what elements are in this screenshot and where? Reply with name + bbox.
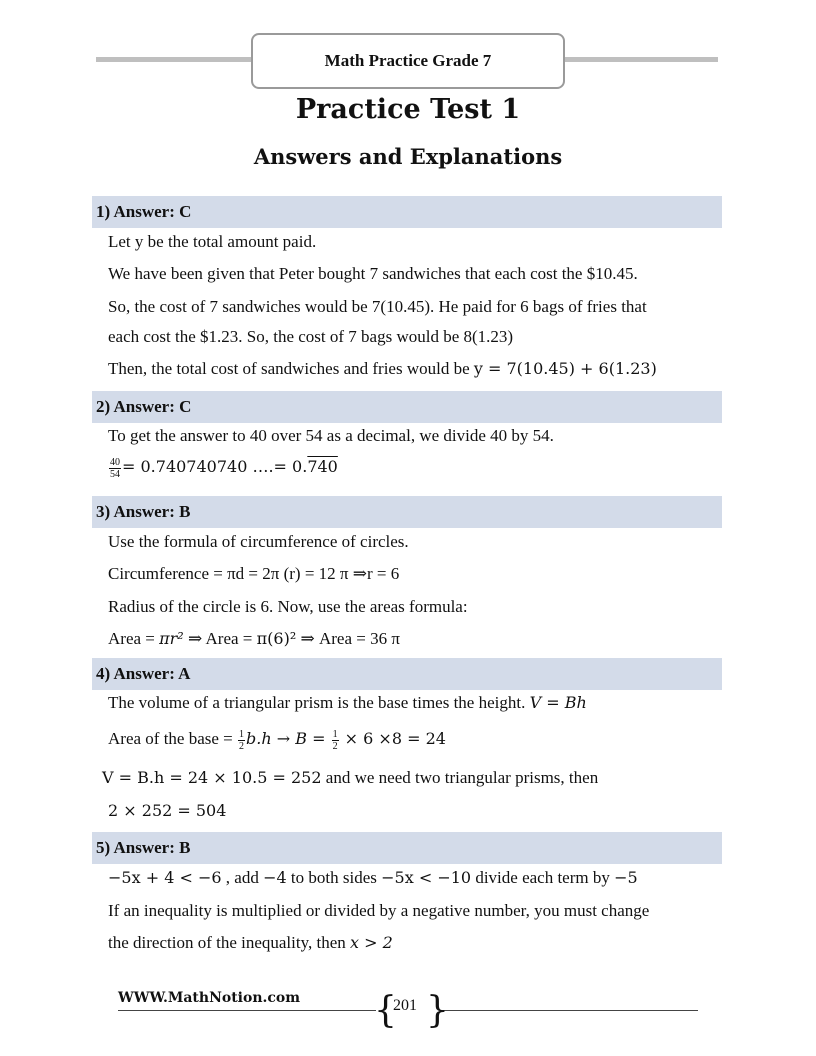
page-number: 201 bbox=[393, 997, 417, 1014]
answer-3-line-4 bbox=[108, 628, 400, 650]
fraction-40-54 bbox=[109, 457, 121, 480]
answer-4-line-1 bbox=[108, 692, 587, 714]
footer-rule-right bbox=[440, 1010, 698, 1011]
fraction-numerator: 40 bbox=[110, 456, 120, 468]
inequality: −5x + 4 < −6 bbox=[108, 868, 222, 887]
answer-5-header: 5) Answer: B bbox=[92, 832, 722, 864]
volume-calculation: V = B.h = 24 × 10.5 = 252 bbox=[102, 768, 322, 787]
answer-5-text-3: divide each term by bbox=[471, 868, 615, 887]
inequality-step: −5x < −10 bbox=[381, 868, 472, 887]
answer-5-line-1 bbox=[108, 867, 638, 889]
answer-5-line-2: If an inequality is multiplied or divided by a negative number, you must change bbox=[108, 901, 650, 920]
answer-5-text-1: , add bbox=[221, 868, 264, 887]
repeating-digits: 740 bbox=[307, 457, 338, 476]
answer-2-line-1: To get the answer to 40 over 54 as a decimal, we divide 40 by 54. bbox=[108, 426, 554, 445]
answer-5-line-3-text: the direction of the inequality, then bbox=[108, 933, 351, 952]
area-label-2: ⇒ Area = bbox=[183, 629, 257, 648]
fraction-denominator: 2 bbox=[332, 740, 338, 752]
fraction-half-2 bbox=[332, 729, 339, 752]
base-area-result: × 6 ×8 = 24 bbox=[339, 729, 446, 748]
website-link[interactable]: WWW.MathNotion.com bbox=[118, 990, 301, 1006]
answer-1-line-5-text: Then, the total cost of sandwiches and fries would be bbox=[108, 359, 474, 378]
answer-3-line-2: Circumference = πd = 2π (r) = 12 π ⇒r = 6 bbox=[108, 564, 400, 583]
answer-5-line-3 bbox=[108, 932, 393, 954]
answer-1-line-3: So, the cost of 7 sandwiches would be 7(10.45). He paid for 6 bags of fries that bbox=[108, 297, 647, 316]
area-substitution: π(6)² bbox=[256, 629, 297, 648]
answer-4-line-4 bbox=[108, 800, 226, 822]
fraction-half-1 bbox=[238, 729, 245, 752]
answer-4-line-3-text: and we need two triangular prisms, then bbox=[321, 768, 599, 787]
answer-1-line-5 bbox=[108, 358, 657, 380]
page-subtitle: Answers and Explanations bbox=[253, 144, 563, 169]
fraction-denominator: 2 bbox=[239, 740, 245, 752]
footer-rule-left bbox=[118, 1010, 376, 1011]
answer-1-line-2: We have been given that Peter bought 7 sandwiches that each cost the $10.45. bbox=[108, 264, 638, 283]
inequality-solution: x > 2 bbox=[350, 933, 393, 952]
answer-3-line-1: Use the formula of circumference of circles. bbox=[108, 532, 409, 551]
right-brace-icon: } bbox=[426, 990, 449, 1031]
answer-1-header: 1) Answer: C bbox=[92, 196, 722, 228]
area-formula: πr² bbox=[159, 629, 184, 648]
answer-4-line-2 bbox=[108, 728, 446, 752]
area-label-1: Area = bbox=[108, 629, 160, 648]
fraction-numerator: 1 bbox=[239, 728, 245, 740]
book-title: Math Practice Grade 7 bbox=[324, 51, 492, 70]
book-title-box bbox=[251, 33, 565, 89]
page-title: Practice Test 1 bbox=[295, 94, 521, 125]
answer-1-line-1: Let y be the total amount paid. bbox=[108, 232, 317, 251]
answer-4-header: 4) Answer: A bbox=[92, 658, 722, 690]
answer-4-line-1-text: The volume of a triangular prism is the base times the height. bbox=[108, 693, 530, 712]
header-rule-right bbox=[561, 57, 718, 62]
answer-1-line-4: each cost the $1.23. So, the cost of 7 bags would be 8(1.23) bbox=[108, 327, 514, 346]
header-rule-left bbox=[96, 57, 252, 62]
fraction-denominator: 54 bbox=[110, 468, 120, 480]
answer-5-value-1: −4 bbox=[263, 868, 287, 887]
base-area-expr: b.h → B = bbox=[246, 729, 331, 748]
answer-4-line-3 bbox=[102, 767, 598, 789]
answer-3-header: 3) Answer: B bbox=[92, 496, 722, 528]
answer-5-text-2: to both sides bbox=[286, 868, 382, 887]
fraction-numerator: 1 bbox=[332, 728, 338, 740]
area-result: ⇒ Area = 36 π bbox=[296, 629, 400, 648]
answer-3-line-3: Radius of the circle is 6. Now, use the areas formula: bbox=[108, 597, 468, 616]
total-volume: 2 × 252 = 504 bbox=[108, 801, 227, 820]
left-brace-icon: { bbox=[374, 990, 397, 1031]
answer-2-decimal: = 0.740740740 ….= 0. bbox=[122, 457, 308, 476]
answer-1-equation: y = 7(10.45) + 6(1.23) bbox=[473, 359, 657, 378]
answer-5-value-2: −5 bbox=[614, 868, 638, 887]
base-area-label: Area of the base = bbox=[108, 729, 238, 748]
answer-2-header: 2) Answer: C bbox=[92, 391, 722, 423]
volume-formula: V = Bh bbox=[529, 693, 587, 712]
answer-2-line-2 bbox=[108, 456, 338, 480]
